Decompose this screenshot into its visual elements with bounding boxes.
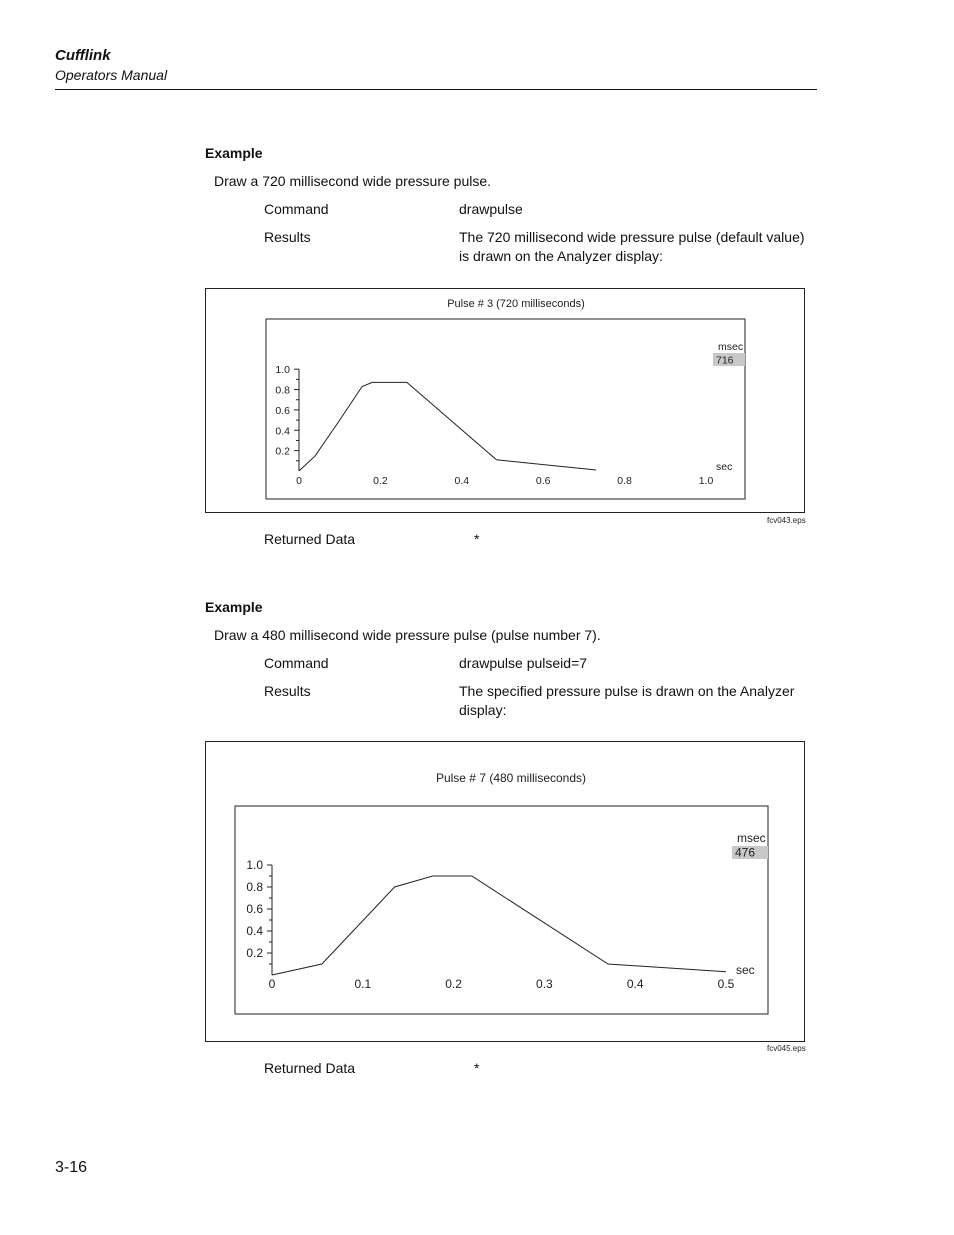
example-heading: Example: [205, 599, 263, 615]
figure-file-label: fcv045.eps: [767, 1044, 806, 1053]
x-tick-label: 0.4: [626, 977, 644, 991]
msec-label: msec: [737, 831, 766, 845]
chart-title: Pulse # 3 (720 milliseconds): [447, 298, 585, 310]
running-head-title: Cufflink: [55, 47, 111, 64]
x-tick-label: 0.8: [617, 475, 632, 487]
pulse-chart: [206, 289, 806, 514]
plot-frame: [266, 319, 745, 499]
returned-data-label: Returned Data: [264, 1060, 356, 1076]
x-tick-label: 0.3: [536, 977, 553, 991]
x-tick-label: 0.4: [454, 475, 470, 487]
results-text-line: The specified pressure pulse is drawn on the Analyzer: [459, 683, 795, 699]
y-tick-label: 0.2: [246, 946, 263, 960]
y-tick-label: 1.0: [246, 858, 263, 872]
results-text-line: The 720 millisecond wide pressure pulse (default value): [459, 229, 805, 245]
y-tick-label: 0.8: [275, 384, 290, 397]
msec-value: 716: [716, 354, 734, 367]
x-tick-label: 0.2: [445, 977, 462, 991]
figure-pulse-7: [205, 741, 805, 1042]
returned-data-value: *: [474, 1060, 480, 1076]
pulse-chart: [206, 742, 806, 1043]
header-rule: [55, 89, 817, 90]
x-axis-label: sec: [716, 461, 733, 473]
command-value: drawpulse pulseid=7: [459, 655, 588, 671]
y-tick-label: 0.4: [246, 924, 263, 938]
x-axis-label: sec: [736, 963, 755, 977]
pulse-line: [272, 876, 726, 975]
x-tick-label: 0: [268, 977, 276, 991]
pulse-line: [299, 382, 596, 471]
x-tick-label: 0.1: [354, 977, 372, 991]
x-tick-label: 0.5: [717, 977, 735, 991]
y-tick-label: 0.6: [275, 404, 290, 417]
page-number: 3-16: [55, 1159, 88, 1176]
msec-value: 476: [735, 845, 756, 860]
x-tick-label: 0.6: [535, 475, 551, 487]
chart-title: Pulse # 7 (480 milliseconds): [435, 771, 587, 785]
y-tick-label: 1.0: [275, 364, 290, 377]
command-value: drawpulse: [459, 201, 523, 217]
results-label: Results: [264, 683, 311, 699]
msec-label: msec: [718, 341, 744, 353]
results-label: Results: [264, 229, 311, 245]
x-tick-label: 0: [296, 475, 302, 487]
figure-file-label: fcv043.eps: [767, 516, 806, 525]
example-heading: Example: [205, 145, 263, 161]
figure-pulse-3: [205, 288, 805, 513]
plot-frame: [235, 806, 768, 1014]
y-tick-label: 0.8: [246, 880, 263, 894]
y-tick-label: 0.2: [275, 445, 290, 458]
command-label: Command: [264, 201, 329, 217]
running-head-subtitle: Operators Manual: [55, 67, 168, 83]
results-text-line: is drawn on the Analyzer display:: [459, 248, 663, 264]
x-tick-label: 1.0: [698, 475, 714, 487]
y-tick-label: 0.6: [246, 902, 263, 916]
command-label: Command: [264, 655, 329, 671]
y-tick-label: 0.4: [275, 425, 290, 438]
x-tick-label: 0.2: [373, 475, 388, 487]
results-text-line: display:: [459, 702, 507, 718]
example-description: Draw a 720 millisecond wide pressure pulse.: [214, 173, 492, 189]
returned-data-label: Returned Data: [264, 531, 356, 547]
returned-data-value: *: [474, 531, 480, 547]
example-description: Draw a 480 millisecond wide pressure pulse (pulse number 7).: [214, 627, 601, 643]
